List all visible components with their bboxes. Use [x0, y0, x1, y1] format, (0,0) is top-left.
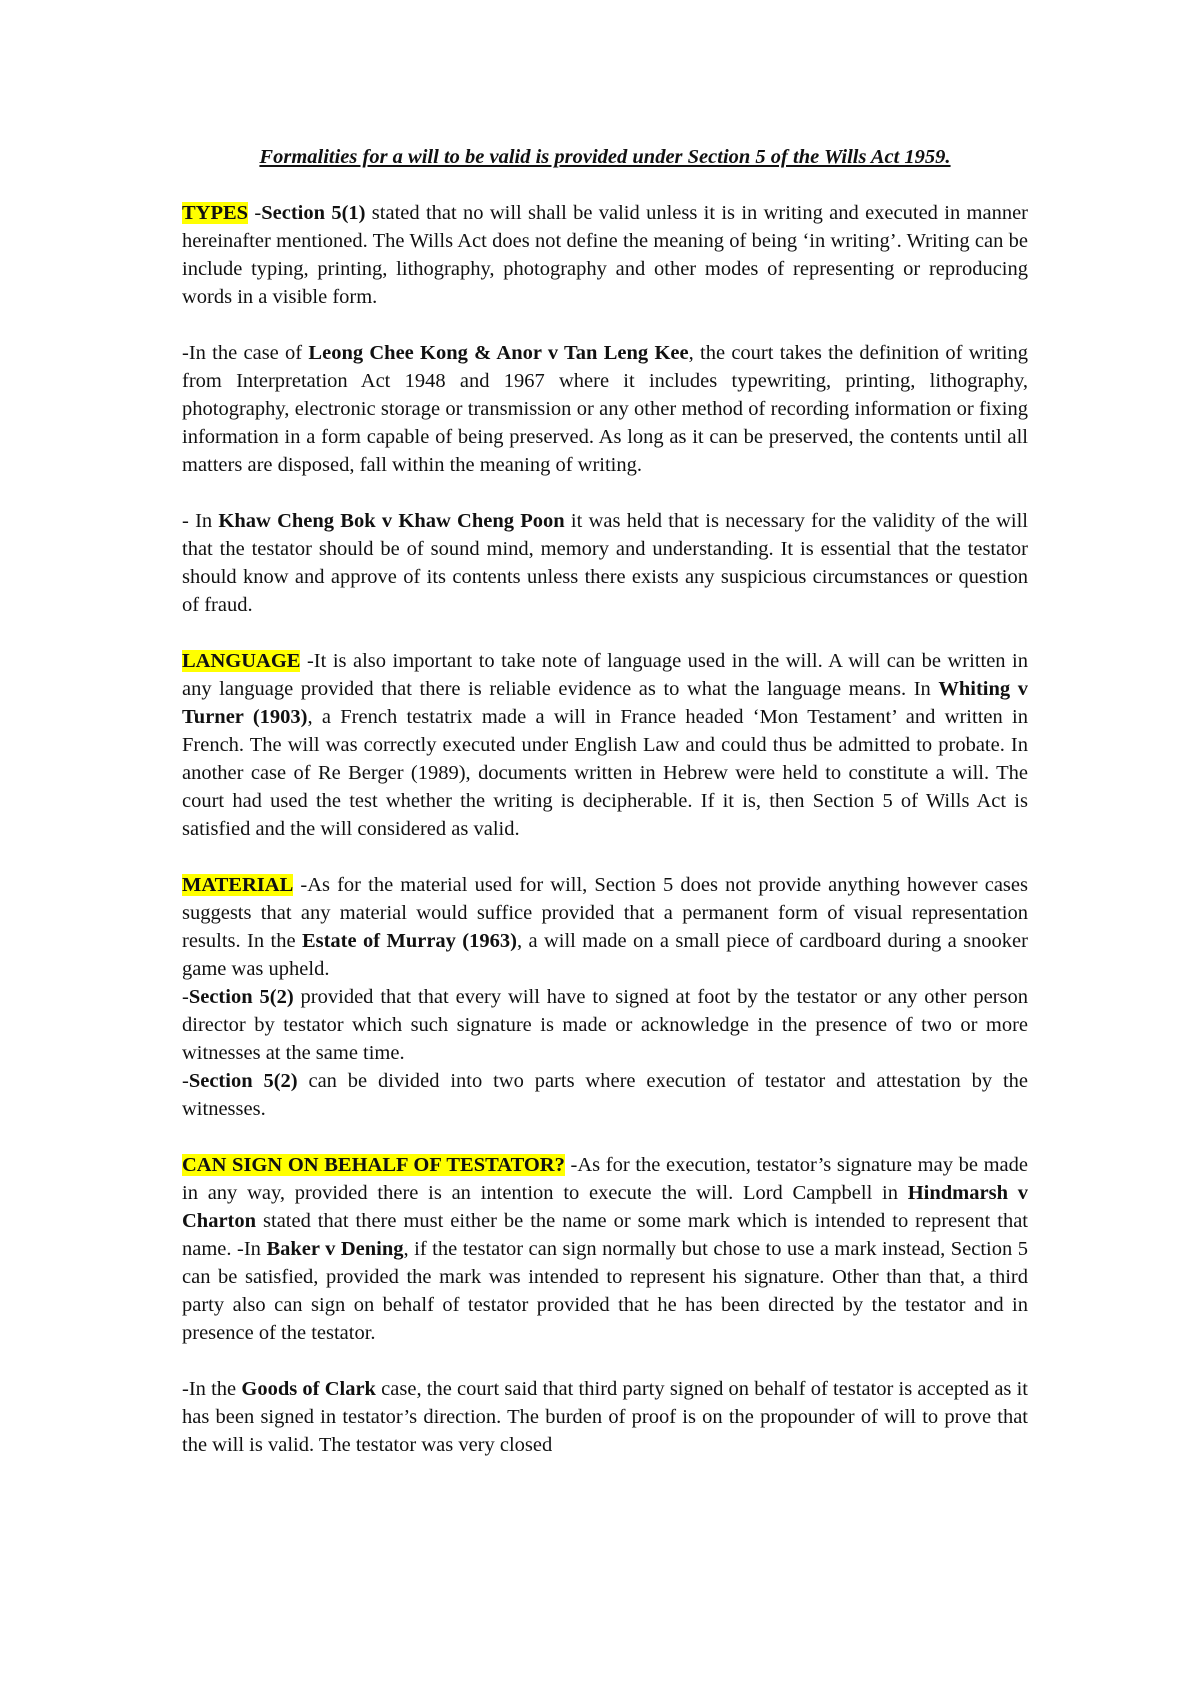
section-5-2-ref: Section 5(2) — [188, 1070, 298, 1092]
language-paragraph: LANGUAGE -It is also important to take note of language used in the will. A will can be written in any language provided that there is reliable evidence as to what the language means. In Whiting v Turner (1903), a French testatrix made a will in France headed ‘Mon Testament’ and written in French. The will was correctly executed under English Law and could thus be admitted to probate. In another case of Re Berger (1989), documents written in Hebrew were held to constitute a will. The court had used the test whether the writing is decipherable. If it is, then Section 5 of Wills Act is satisfied and the will considered as valid. — [182, 650, 1028, 840]
case-name-whiting: Whiting v Turner (1903) — [182, 678, 1028, 728]
material-paragraph: MATERIAL -As for the material used for will, Section 5 does not provide anything however cases suggests that any material would suffice provided that a permanent form of visual representation results. In the Estate of Murray (1963), a will made on a small piece of cardboard during a snooker game was upheld. — [182, 874, 1028, 980]
language-heading: LANGUAGE — [182, 650, 301, 672]
khaw-paragraph: - In Khaw Cheng Bok v Khaw Cheng Poon it was held that is necessary for the validity of the will that the testator should be of sound mind, memory and understanding. It is essential that the testator should know and approve of its contents unless there exists any suspicious circumstances or question of fraud. — [182, 510, 1028, 616]
sign-heading: CAN SIGN ON BEHALF OF TESTATOR? — [182, 1154, 565, 1176]
types-heading: TYPES — [182, 202, 249, 224]
document-page — [182, 143, 1028, 1459]
material-heading: MATERIAL — [182, 874, 294, 896]
section-5-2-paragraph-a: -Section 5(2) provided that that every will have to signed at foot by the testator or any other person director by testator which such signature is made or acknowledge in the presence of two or more witnesses at the same time. — [182, 986, 1028, 1064]
leong-paragraph: -In the case of Leong Chee Kong & Anor v Tan Leng Kee, the court takes the definition of writing from Interpretation Act 1948 and 1967 where it includes typewriting, printing, lithography, photography, electronic storage or transmission or any other method of recording information or fixing information in a form capable of being preserved. As long as it can be preserved, the contents until all matters are disposed, fall within the meaning of writing. — [182, 342, 1028, 476]
section-5-2-paragraph-b: -Section 5(2) can be divided into two parts where execution of testator and attestation by the witnesses. — [182, 1070, 1028, 1120]
case-name-hindmarsh: Hindmarsh v Charton — [182, 1182, 1028, 1232]
types-paragraph: TYPES -Section 5(1) stated that no will shall be valid unless it is in writing and executed in manner hereinafter mentioned. The Wills Act does not define the meaning of being ‘in writing’. Writing can be include typing, printing, lithography, photography and other modes of representing or reproducing words in a visible form. — [182, 202, 1028, 308]
clark-paragraph: -In the Goods of Clark case, the court said that third party signed on behalf of testator is accepted as it has been signed in testator’s direction. The burden of proof is on the propounder of will to prove that the will is valid. The testator was very closed — [182, 1378, 1028, 1456]
section-5-1-ref: Section 5(1) — [261, 202, 366, 224]
case-name-khaw: Khaw Cheng Bok v Khaw Cheng Poon — [218, 510, 565, 532]
sign-paragraph: CAN SIGN ON BEHALF OF TESTATOR? -As for the execution, testator’s signature may be made in any way, provided there is an intention to execute the will. Lord Campbell in Hindmarsh v Charton stated that there must either be the name or some mark which is intended to represent that name. -In Baker v Dening, if the testator can sign normally but chose to use a mark instead, Section 5 can be satisfied, provided the mark was intended to represent his signature. Other than that, a third party also can sign on behalf of testator provided that he has been directed by the testator and in presence of the testator. — [182, 1154, 1028, 1344]
case-name-leong: Leong Chee Kong & Anor v Tan Leng Kee — [308, 342, 689, 364]
case-name-clark: Goods of Clark — [241, 1378, 376, 1400]
section-5-2-ref: Section 5(2) — [188, 986, 294, 1008]
case-name-baker: Baker v Dening — [266, 1238, 404, 1260]
case-name-murray: Estate of Murray (1963) — [301, 930, 517, 952]
document-title: Formalities for a will to be valid is provided under Section 5 of the Wills Act 1959. — [259, 146, 951, 168]
